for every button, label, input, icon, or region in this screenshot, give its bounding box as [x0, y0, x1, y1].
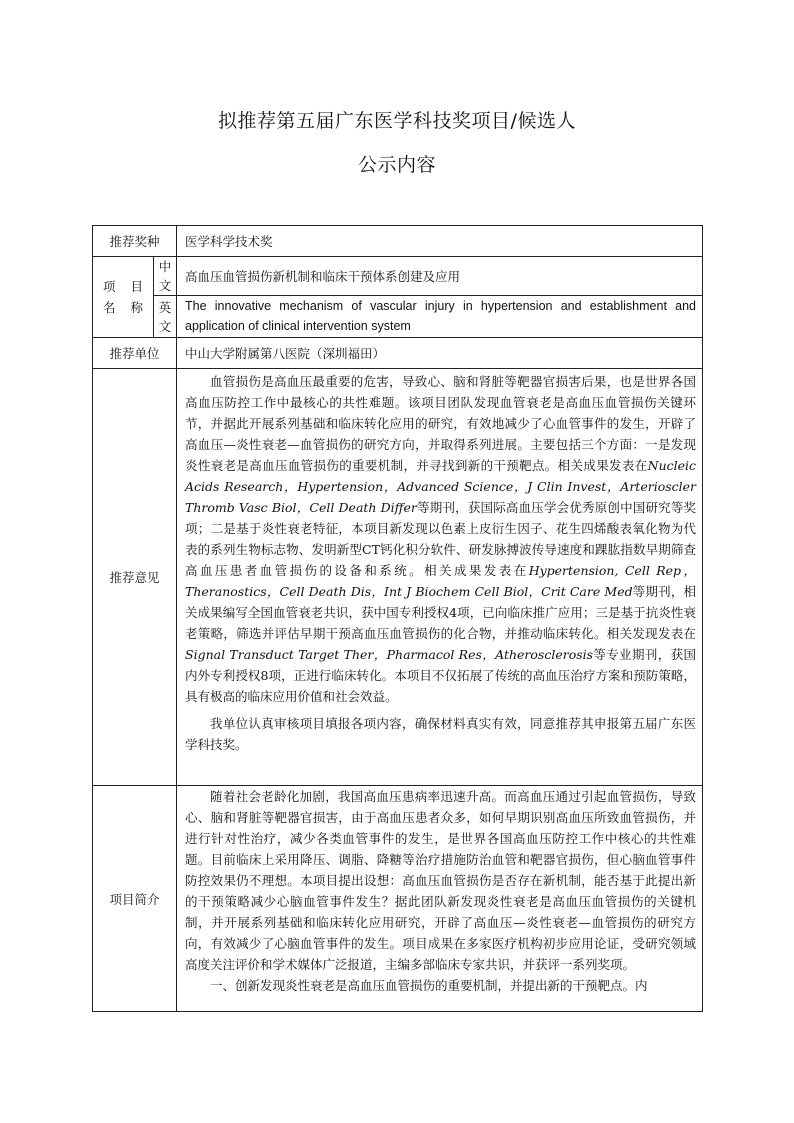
name-en-row — [93, 296, 703, 338]
unit-value: 中山大学附属第八医院（深圳福田） — [177, 338, 703, 369]
project-name-label — [93, 257, 154, 338]
intro-content — [177, 786, 703, 1012]
unit-label: 推荐单位 — [93, 338, 177, 369]
en-label-line1: 英 — [158, 299, 172, 315]
recommendation-table — [92, 225, 703, 1012]
en-label — [154, 296, 177, 338]
page-title: 拟推荐第五届广东医学科技奖项目/候选人 — [218, 110, 576, 132]
project-name-label-line1: 项 目 — [103, 279, 143, 294]
award-value: 医学科学技术奖 — [177, 226, 703, 257]
opinion-paragraph-1: 血管损伤是高血压最重要的危害，导致心、脑和肾脏等靶器官损害后果，也是世界各国高血压防控工作中最核心的共性难题。该项目团队发现血管衰老是高血压血管损伤关键环节，并据此开展系列基础和临床转化应用的研究，有效地减少了心血管事件的发生，开辟了高血压—炎性衰老—血管损伤的研究方向，并取得系列进展。主要包括三个方面：一是发现炎性衰老是高血压血管损伤的重要机制，并寻找到新的干预靶点。相关成果发表在Nucleic Acids Research，Hypertension，Advanced Science，J Clin Invest，Arterioscler Thromb Vasc Biol，Cell Death Differ等期刊，获国际高血压学会优秀原创中国研究等奖项；二是基于炎性衰老特征，本项目新发现以色素上皮衍生因子、花生四烯酸表氧化物为代表的系列生物标志物、发明新型CT钙化积分软件、研发脉搏波传导速度和踝肱指数早期筛查高血压患者血管损伤的设备和系统。相关成果发表在Hypertension, Cell Rep，Theranostics，Cell Death Dis，Int J Biochem Cell Biol，Crit Care Med等期刊，相关成果编写全国血管衰老共识，获中国专利授权4项，已向临床推广应用；三是基于抗炎性衰老策略，筛选并评估早期干预高血压血管损伤的化合物，并推动临床转化。相关发现发表在Signal Transduct Target Ther，Pharmacol Res，Atherosclerosis等专业期刊，获国内外专利授权8项，正进行临床转化。本项目不仅拓展了传统的高血压治疗方案和预防策略，具有极高的临床应用价值和社会效益。 — [185, 374, 697, 704]
zh-label — [154, 257, 177, 296]
opinion-content — [177, 369, 703, 786]
intro-paragraph-1: 随着社会老龄化加剧，我国高血压患病率迅速升高。而高血压通过引起血管损伤，导致心、脑和肾脏等靶器官损害，由于高血压患者众多，如何早期识别高血压所致血管损伤，并进行针对性治疗，减少各类血管事件的发生，是世界各国高血压防控工作中核心的共性难题。目前临床上采用降压、调脂、降糖等治疗措施防治血管和靶器官损伤，但心脑血管事件防控效果仍不理想。本项目提出设想：高血压血管损伤是否存在新机制，能否基于此提出新的干预策略减少心脑血管事件发生？据此团队新发现炎性衰老是高血压血管损伤的关键机制，并开展系列基础和临床转化应用研究，开辟了高血压—炎性衰老—血管损伤的研究方向，有效减少了心脑血管事件的发生。项目成果在多家医疗机构初步应用论证，受研究领域高度关注评价和学术媒体广泛报道，主编多部临床专家共识，并获评一系列奖项。 — [185, 789, 697, 972]
award-row — [93, 226, 703, 257]
zh-label-line1: 中 — [158, 259, 172, 274]
intro-paragraph-2: 一、创新发现炎性衰老是高血压血管损伤的重要机制，并提出新的干预靶点。内 — [210, 978, 648, 993]
intro-row — [93, 786, 703, 1012]
opinion-paragraph-2: 我单位认真审核项目填报各项内容，确保材料真实有效，同意推荐其申报第五届广东医学科技奖。 — [185, 716, 697, 752]
project-name-label-line2: 名称 — [103, 300, 143, 315]
page-subtitle: 公示内容 — [357, 154, 436, 176]
intro-label: 项目简介 — [93, 786, 177, 1012]
name-zh-row — [93, 257, 703, 296]
opinion-row — [93, 369, 703, 786]
unit-row — [93, 338, 703, 369]
en-label-line2: 文 — [158, 318, 172, 334]
project-name-zh: 高血压血管损伤新机制和临床干预体系创建及应用 — [177, 257, 703, 296]
award-label: 推荐奖种 — [93, 226, 177, 257]
project-name-en: The innovative mechanism of vascular injury in hypertension and establishment and application of clinical intervention system — [177, 296, 703, 338]
zh-label-line2: 文 — [158, 278, 172, 293]
opinion-label: 推荐意见 — [93, 369, 177, 786]
